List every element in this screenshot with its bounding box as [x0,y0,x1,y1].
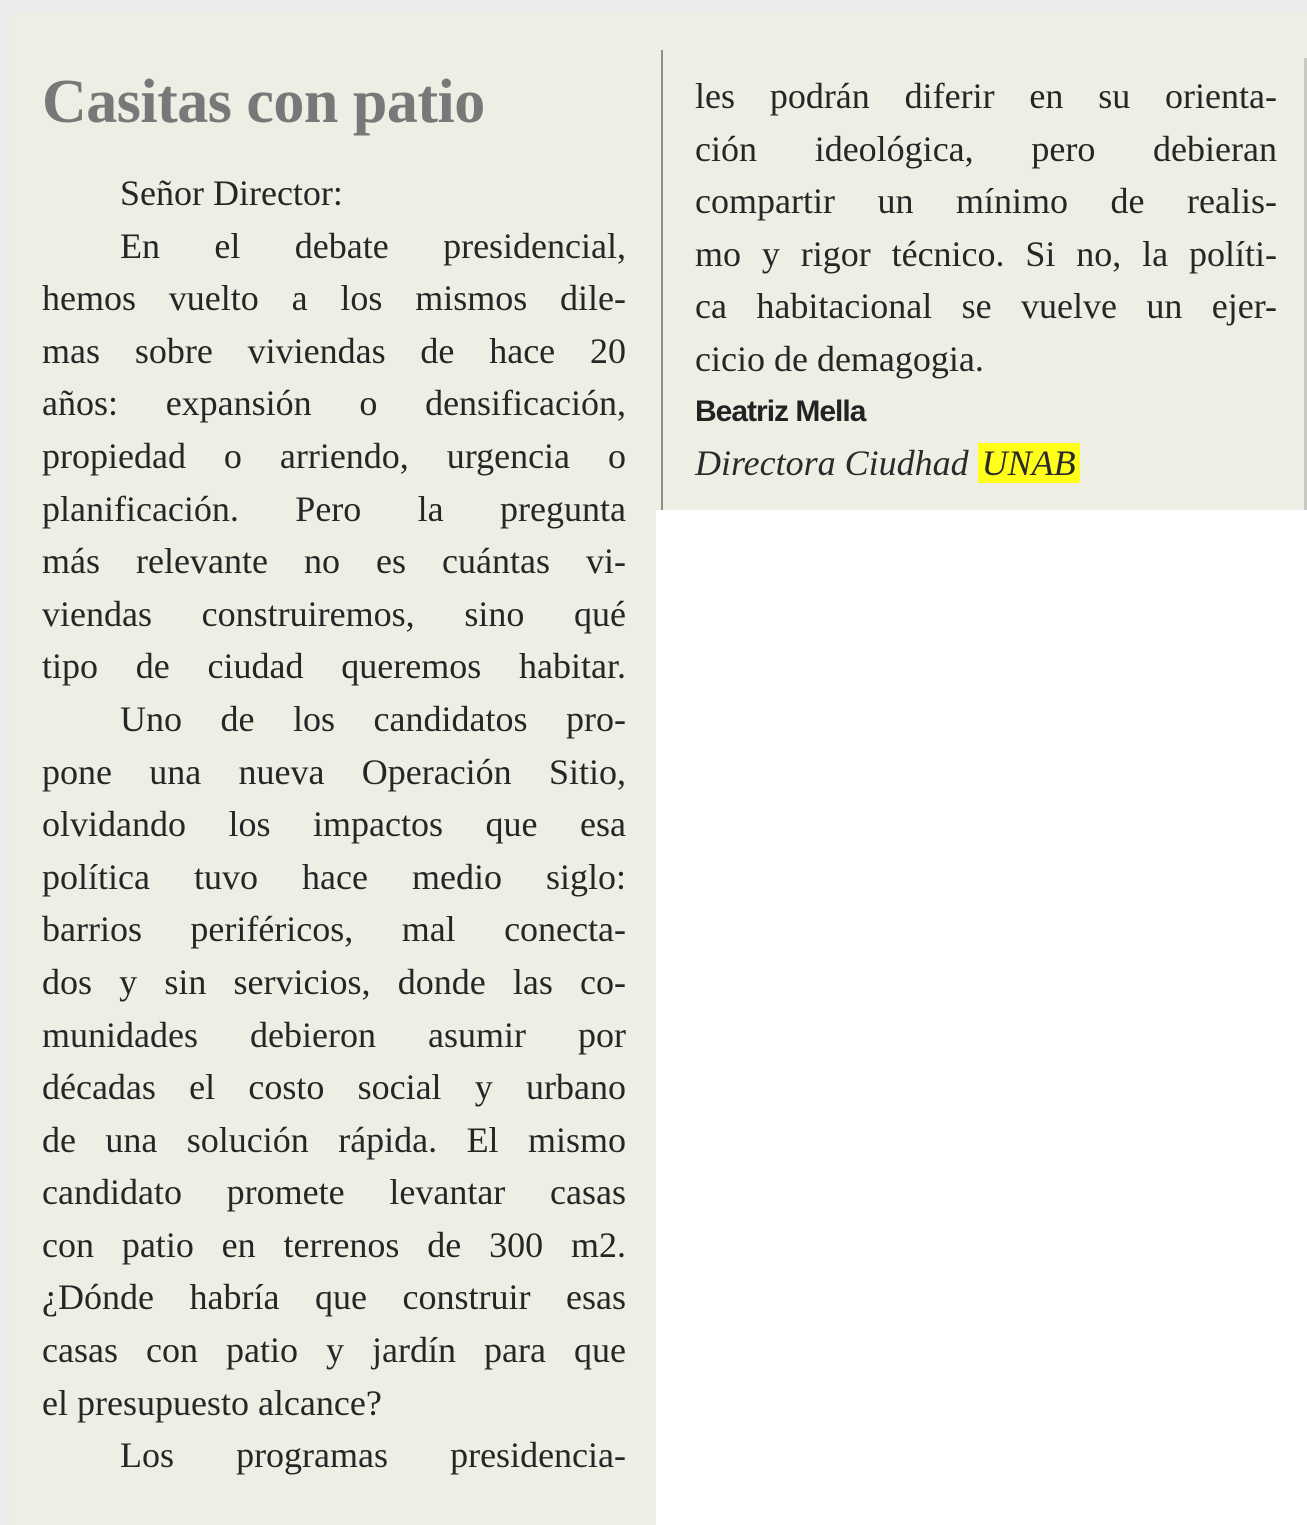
salutation: Señor Director: [120,173,343,213]
body-line: barrios periféricos, mal conecta- [42,909,626,950]
body-line: de una solución rápida. El mismo [42,1119,626,1160]
body-line: dos y sin servicios, donde las co- [42,961,626,1002]
body-line: años: expansión o densificación, [42,383,626,424]
right-column-text [695,70,1277,386]
body-line: Los programas presidencia- [120,1435,626,1476]
body-line: munidades debieron asumir por [42,1014,626,1055]
author-name: Beatriz Mella [695,395,866,428]
body-line: política tuvo hace medio siglo: [42,856,626,897]
body-line: con patio en terrenos de 300 m2. [42,1224,626,1265]
body-line: propiedad o arriendo, urgencia o [42,435,626,476]
body-line: tipo de ciudad queremos habitar. [42,646,626,687]
body-line: ca habitacional se vuelve un ejer- [695,286,1277,327]
body-line: candidato promete levantar casas [42,1172,626,1213]
body-line: cicio de demagogia. [695,338,984,379]
author-role-title: Directora Ciudhad [695,443,969,483]
body-line: ¿Dónde habría que construir esas [42,1277,626,1318]
body-line: ción ideológica, pero debieran [695,128,1277,169]
highlighted-institution: UNAB [978,443,1080,483]
body-line: pone una nueva Operación Sitio, [42,751,626,792]
body-line: décadas el costo social y urbano [42,1067,626,1108]
body-line: más relevante no es cuántas vi- [42,541,626,582]
body-line: planificación. Pero la pregunta [42,488,626,529]
body-line: viendas construiremos, sino qué [42,593,626,634]
article-headline: Casitas con patio [42,68,485,136]
page-margin-left [0,0,12,1525]
column-divider [661,50,663,510]
body-line: compartir un mínimo de realis- [695,181,1277,222]
body-line: En el debate presidencial, [120,225,626,266]
body-line: mo y rigor técnico. Si no, la políti- [695,233,1277,274]
body-line: el presupuesto alcance? [42,1382,382,1423]
body-line: mas sobre viviendas de hace 20 [42,330,626,371]
page-margin-top [0,0,1307,14]
author-role [695,440,1080,486]
body-line: casas con patio y jardín para que [42,1330,626,1371]
body-line: olvidando los impactos que esa [42,804,626,845]
left-column-text [42,167,626,1482]
body-line: Uno de los candidatos pro- [120,698,626,739]
body-line: les podrán diferir en su orienta- [695,76,1277,116]
body-line: hemos vuelto a los mismos dile- [42,278,626,319]
